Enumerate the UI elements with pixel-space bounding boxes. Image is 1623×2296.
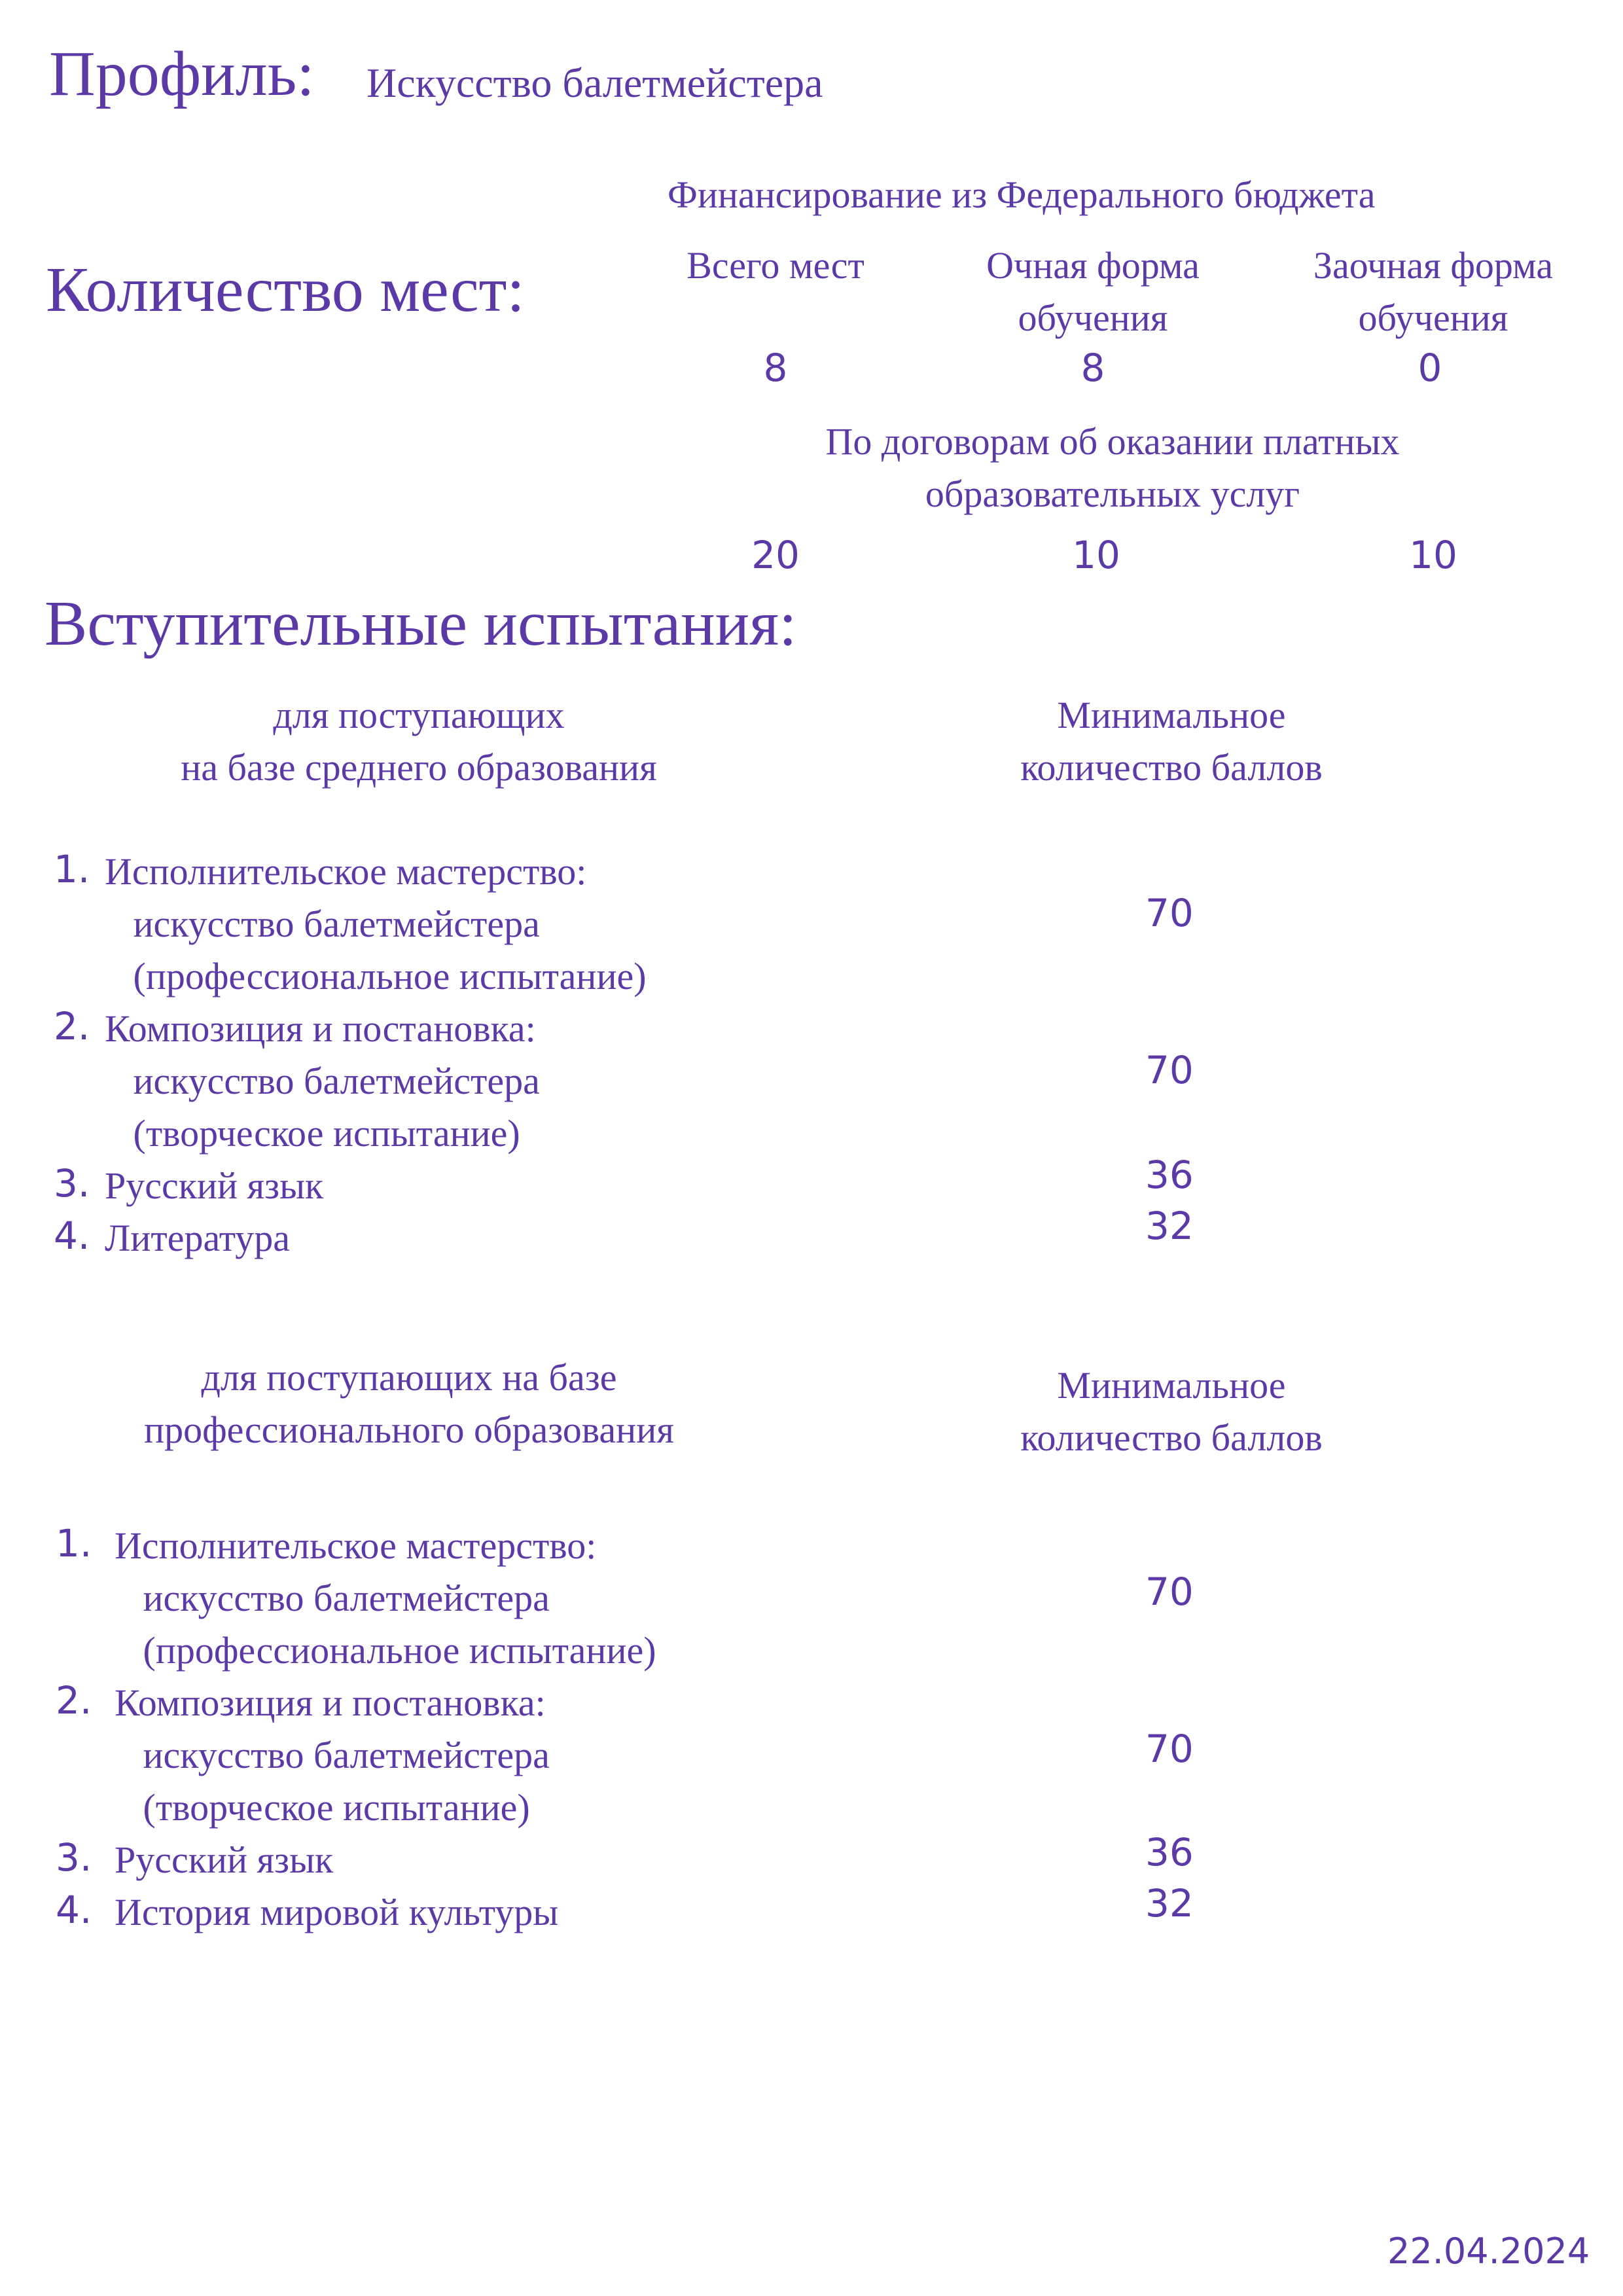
federal-full-time: 8 <box>1080 346 1105 390</box>
places-label: Количество мест: <box>46 255 525 325</box>
group1-item4-text: Литература <box>105 1217 291 1259</box>
group1-item3-num: 3. <box>54 1161 90 1206</box>
paid-full-time: 10 <box>1072 533 1120 577</box>
col-part-time: Заочная форма обучения <box>1313 244 1554 339</box>
group2-item3-text: Русский язык <box>115 1839 334 1881</box>
profile-label: Профиль: <box>49 39 315 109</box>
group2-item3-num: 3. <box>56 1835 92 1880</box>
group2-item1-score: 70 <box>1145 1570 1194 1614</box>
group1-score-header: Минимальное количество баллов <box>1020 694 1323 789</box>
group1-item4-score: 32 <box>1145 1204 1194 1248</box>
group2-header: для поступающих на базе профессионального образования <box>144 1356 674 1451</box>
group2-item1-num: 1. <box>56 1521 92 1566</box>
group1-item2-text: Композиция и постановка: искусство балетмейстера (творческое испытание) <box>105 1007 540 1155</box>
group1-item1-text: Исполнительское мастерство: искусство балетмейстера (профессиональное испытание) <box>105 850 647 997</box>
group2-item1-text: Исполнительское мастерство: искусство балетмейстера (профессиональное испытание) <box>115 1524 656 1672</box>
group1-item3-text: Русский язык <box>105 1164 324 1207</box>
group1-item3-score: 36 <box>1145 1153 1194 1197</box>
group1-item2-num: 2. <box>54 1004 90 1049</box>
federal-total: 8 <box>763 346 788 390</box>
federal-header: Финансирование из Федерального бюджета <box>668 173 1376 216</box>
paid-header: По договорам об оказании платных образовательных услуг <box>825 420 1400 515</box>
group2-item4-num: 4. <box>56 1888 92 1932</box>
group2-item3-score: 36 <box>1145 1830 1194 1874</box>
col-full-time: Очная форма обучения <box>986 244 1200 339</box>
group1-item1-score: 70 <box>1145 891 1194 935</box>
group2-score-header: Минимальное количество баллов <box>1020 1364 1323 1459</box>
group2-item4-text: История мировой культуры <box>115 1891 559 1933</box>
group1-item2-score: 70 <box>1145 1048 1194 1092</box>
federal-part-time: 0 <box>1418 346 1442 390</box>
profile-value: Искусство балетмейстера <box>366 60 823 106</box>
group2-item2-text: Композиция и постановка: искусство балетмейстера (творческое испытание) <box>115 1681 550 1829</box>
group2-item2-score: 70 <box>1145 1727 1194 1771</box>
exams-title: Вступительные испытания: <box>45 588 797 659</box>
group1-item1-num: 1. <box>54 847 90 891</box>
paid-part-time: 10 <box>1409 533 1457 577</box>
col-total: Всего мест <box>687 244 865 287</box>
group2-item2-num: 2. <box>56 1678 92 1723</box>
group2-item4-score: 32 <box>1145 1881 1194 1926</box>
group1-header: для поступающих на базе среднего образования <box>181 694 657 789</box>
document-date: 22.04.2024 <box>1387 2231 1590 2272</box>
group1-item4-num: 4. <box>54 1213 90 1258</box>
paid-total: 20 <box>751 533 800 577</box>
